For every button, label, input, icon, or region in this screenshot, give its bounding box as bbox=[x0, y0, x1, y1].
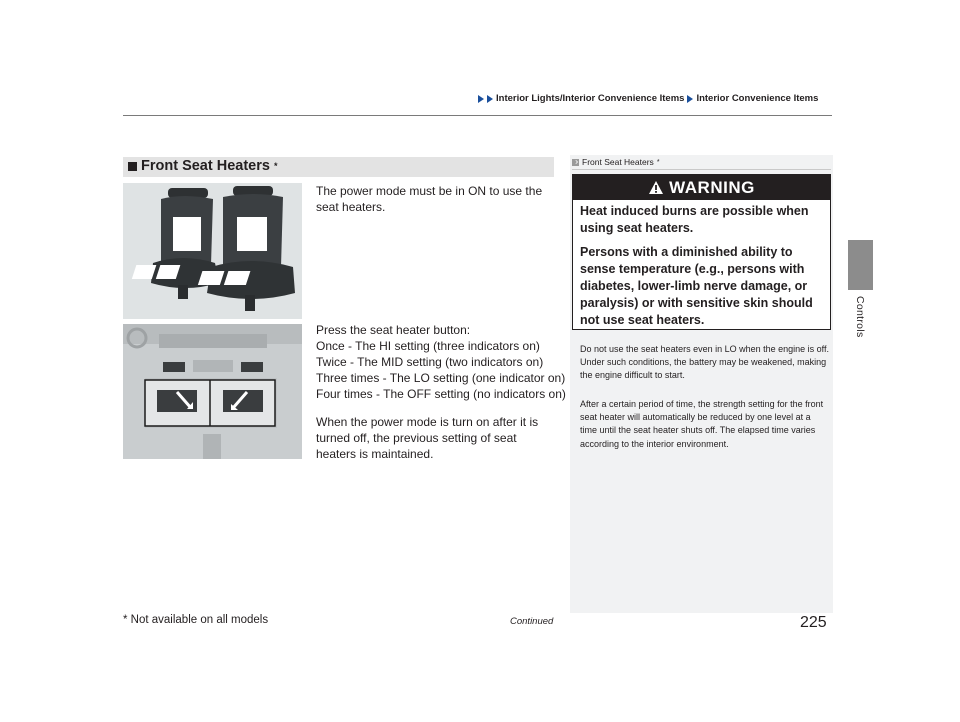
breadcrumb-arrow-icon bbox=[478, 95, 484, 103]
seat-illustration bbox=[123, 183, 302, 319]
note-paragraph-1: Do not use the seat heaters even in LO when the engine is off. Under such conditions, the battery may be weakened, making the engine difficult to start. bbox=[580, 344, 829, 381]
press-line: Four times - The OFF setting (no indicators on) bbox=[316, 387, 566, 401]
press-instructions bbox=[316, 322, 566, 402]
press-line: Once - The HI setting (three indicators on) bbox=[316, 339, 540, 353]
note-divider bbox=[572, 169, 831, 170]
console-illustration bbox=[123, 324, 302, 459]
breadcrumb-arrow-icon bbox=[687, 95, 693, 103]
seats-icon bbox=[123, 183, 302, 319]
header-divider bbox=[123, 115, 832, 116]
page-number: 225 bbox=[800, 614, 827, 631]
breadcrumb-item-current: Interior Convenience Items bbox=[696, 93, 819, 104]
warning-triangle-icon bbox=[648, 180, 664, 195]
chapter-tab[interactable] bbox=[848, 240, 873, 290]
warning-text-1: Heat induced burns are possible when using seat heaters. bbox=[580, 204, 809, 235]
press-line: Press the seat heater button: bbox=[316, 323, 471, 337]
footnote: * Not available on all models bbox=[123, 614, 269, 626]
section-square-icon bbox=[128, 162, 137, 171]
breadcrumb-arrow-icon bbox=[487, 95, 493, 103]
note-title: Front Seat Heaters bbox=[582, 157, 654, 167]
continued-label: Continued bbox=[510, 616, 554, 627]
section-title bbox=[128, 158, 277, 174]
section-title-text: Front Seat Heaters bbox=[141, 158, 270, 174]
note-checkbox-icon bbox=[572, 159, 579, 166]
note-asterisk: * bbox=[656, 158, 660, 166]
press-line: Twice - The MID setting (two indicators on) bbox=[316, 355, 544, 369]
chapter-tab-label: Controls bbox=[854, 296, 866, 338]
intro-paragraph: The power mode must be in ON to use the seat heaters. bbox=[316, 184, 543, 214]
note-paragraph-2: After a certain period of time, the strength setting for the front seat heater will automatically be reduced by one level at a time until the seat heater shuts off. The elapsed time varies according to the interior environment. bbox=[580, 399, 824, 449]
breadcrumb-item[interactable]: Interior Lights/Interior Convenience Items bbox=[496, 93, 685, 104]
section-asterisk: * bbox=[273, 161, 278, 171]
warning-header bbox=[573, 175, 830, 200]
restore-paragraph: When the power mode is turn on after it is turned off, the previous setting of seat heaters is maintained. bbox=[316, 415, 539, 461]
warning-text-2: Persons with a diminished ability to sense temperature (e.g., persons with diabetes, lower-limb nerve damage, or paralysis) or with sensitive skin should not use seat heaters. bbox=[580, 245, 813, 327]
breadcrumb bbox=[478, 93, 818, 104]
note-heading bbox=[572, 157, 660, 167]
warning-label: WARNING bbox=[669, 177, 755, 197]
console-buttons-icon bbox=[123, 324, 302, 459]
press-line: Three times - The LO setting (one indicator on) bbox=[316, 371, 566, 385]
